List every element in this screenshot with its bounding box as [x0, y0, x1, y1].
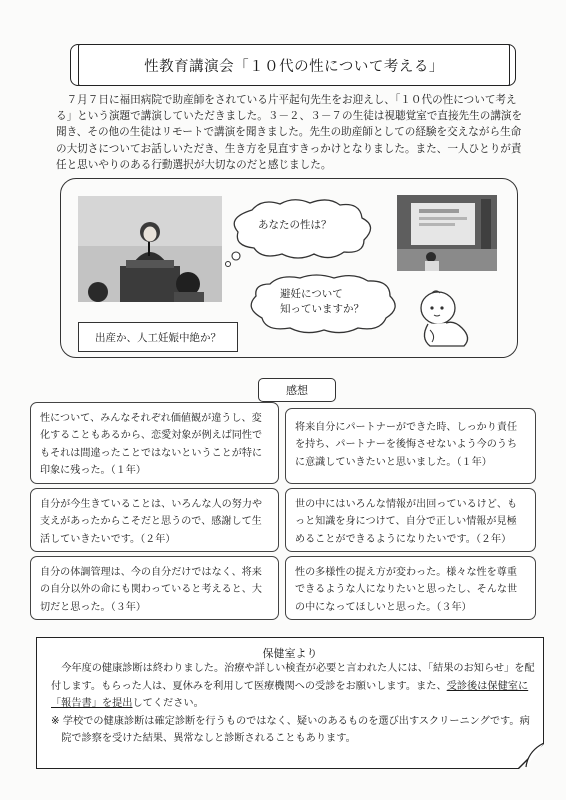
bubble-question-1: あなたの性は？ — [258, 219, 332, 231]
health-notice-underlined: 受診後は保健室に「報告書」を提出 — [51, 680, 529, 710]
lecture-photo — [78, 196, 222, 302]
bubble-question-2-line2: 知っていますか？ — [280, 303, 364, 315]
health-room-title: 保健室より — [262, 647, 318, 660]
bubble-question-2 — [280, 287, 364, 317]
health-note: ※ 学校での健康診断は確定診断を行うものではなく、疑いのあるものを選び出すスクリーニングです。病院で診察を受けた結果、異常なしと診断されることもあります。 — [51, 715, 530, 745]
baby-illustration — [410, 286, 476, 352]
comment-card-5: 自分の体調管理は、今の自分だけではなく、将来の自分以外の命にも関わっていると考えると、大切だと思った。（３年） — [30, 556, 279, 620]
page-title: 性教育講演会「１０代の性について考える」 — [78, 44, 510, 86]
comment-card-2: 将来自分にパートナーができた時、しっかり責任を持ち、パートナーを後悔させないよう今のうちに意識していきたいと思いました。（１年） — [285, 408, 536, 484]
health-notice-text-a: 今年度の健康診断は終わりました。治療や詳しい検査が必要と言われた人には、「結果のお知らせ」を配付します。もらった人は、夏休みを利用して医療機関への受診をお願いします。また、 — [51, 663, 535, 692]
health-notice-text-b: してください。 — [132, 698, 204, 710]
comment-card-3: 自分が今生きていることは、いろんな人の努力や支えがあったからこそだと思うので、感謝して生活していきたいです。（２年） — [30, 488, 279, 552]
comments-heading: 感想 — [258, 378, 336, 402]
health-room-box — [36, 637, 544, 769]
bubble-question-2-line1: 避妊について — [280, 288, 343, 300]
screen-photo — [397, 195, 497, 271]
page-fold-corner — [518, 743, 544, 769]
comment-card-1: 性について、みんなそれぞれ価値観が違うし、変化することもあるから、恋愛対象が例えば同性でもそれは間違ったことではないということが特に印象に残った。（１年） — [30, 402, 279, 484]
health-notice-paragraph — [51, 660, 537, 713]
intro-paragraph: ７月７日に福田病院で助産師をされている片平起句先生をお迎えし、「１０代の性について考える」という演題で講演していただきました。３－２、３－７の生徒は視聴覚室で直接先生の講演を聞き、その他の生徒はリモートで講演を聞きました。先生の助産師としての経験を交えながら生命の大切さについてお話しいただき、生き方を見直すきっかけとなりました。また、一人ひとりが責任と思いやりのある行動選択が大切なのだと感じました。 — [56, 94, 523, 171]
comment-card-6: 性の多様性の捉え方が変わった。様々な性を尊重できるような人になりたいと思ったし、そんな世の中になってほしいと思った。（３年） — [285, 556, 536, 620]
caption-box: 出産か、人工妊娠中絶か？ — [78, 322, 238, 352]
comment-card-4: 世の中にはいろんな情報が出回っているけど、もっと知識を身につけて、自分で正しい情報が見極めることができるようになりたいです。（２年） — [285, 488, 536, 552]
health-room-body — [51, 660, 537, 748]
